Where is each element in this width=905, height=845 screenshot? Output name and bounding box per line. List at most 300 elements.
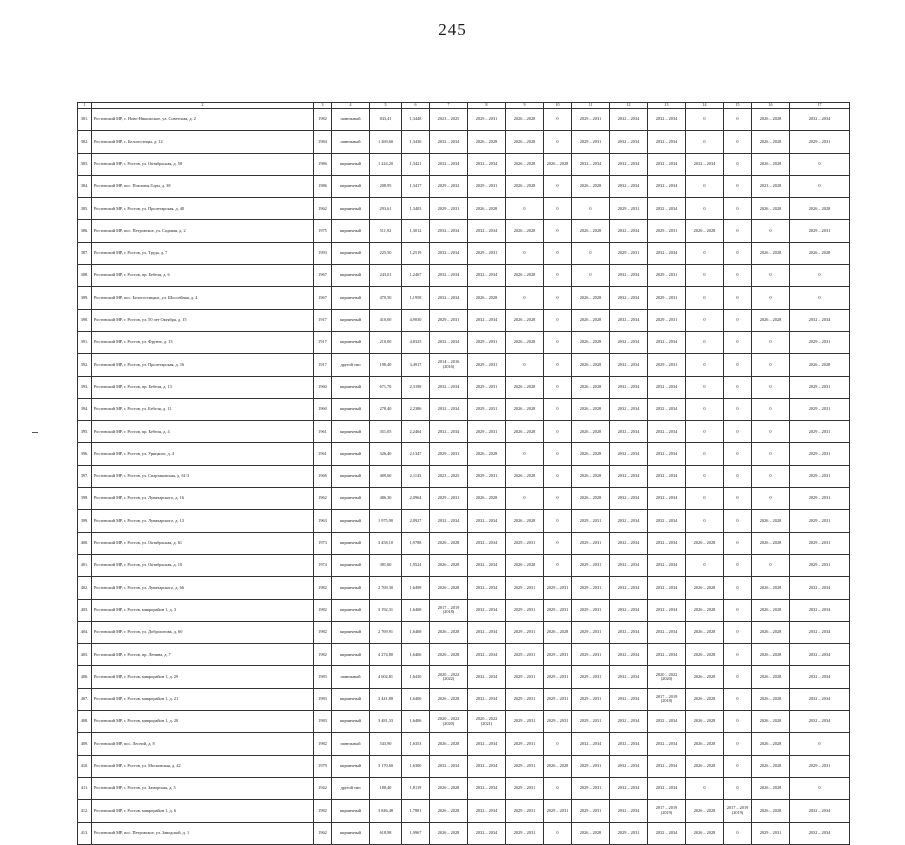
- row-number: 390.: [78, 309, 92, 331]
- table-cell: кирпичный: [332, 242, 370, 264]
- table-row: [78, 309, 850, 331]
- table-cell: 0: [790, 777, 850, 799]
- table-cell: 1,9967: [402, 822, 430, 844]
- row-number: 387.: [78, 242, 92, 264]
- table-cell: 2032 – 2034: [648, 711, 686, 733]
- table-cell: 1967: [314, 265, 332, 287]
- row-number: 404.: [78, 621, 92, 643]
- table-cell: 3 441,88: [370, 688, 402, 710]
- table-cell: 0: [544, 131, 572, 153]
- table-cell: 0: [724, 287, 752, 309]
- table-cell: 2026 – 2028: [572, 465, 610, 487]
- table-cell: 1,3012: [402, 220, 430, 242]
- table-cell: 2032 – 2034: [648, 599, 686, 621]
- table-cell: 2,3198: [402, 376, 430, 398]
- table-cell: 3,4917: [402, 354, 430, 376]
- table-cell: 2029 – 2031: [572, 644, 610, 666]
- table-cell: 2029 – 2031: [790, 488, 850, 510]
- table-cell: 2026 – 2028: [506, 398, 544, 420]
- table-cell: 0: [724, 175, 752, 197]
- table-cell: 0: [790, 175, 850, 197]
- table-cell: кирпичный: [332, 153, 370, 175]
- table-cell: 0: [544, 354, 572, 376]
- table-cell: 0: [544, 376, 572, 398]
- table-cell: 225,50: [370, 242, 402, 264]
- table-cell: кирпичный: [332, 755, 370, 777]
- table-cell: 4,8325: [402, 331, 430, 353]
- table-cell: кирпичный: [332, 465, 370, 487]
- column-header: 2: [92, 103, 314, 109]
- table-cell: 3 481,33: [370, 711, 402, 733]
- table-cell: 2020 – 2022 (2022): [430, 666, 468, 688]
- column-header: 6: [402, 103, 430, 109]
- table-cell: 0: [686, 465, 724, 487]
- table-cell: 1,6430: [402, 666, 430, 688]
- table-cell: 2026 – 2028: [430, 532, 468, 554]
- table-cell: 2032 – 2034: [468, 644, 506, 666]
- table-cell: 2029 – 2031: [572, 666, 610, 688]
- row-number: 402.: [78, 577, 92, 599]
- table-cell: 0: [724, 599, 752, 621]
- table-cell: 0: [724, 644, 752, 666]
- address-cell: Ростовский МР, г. Ростов, ул. Пролетарская, д. 40: [92, 198, 314, 220]
- column-header: 10: [544, 103, 572, 109]
- table-cell: 2032 – 2034: [610, 532, 648, 554]
- table-cell: 1917: [314, 354, 332, 376]
- table-cell: 2032 – 2034: [468, 688, 506, 710]
- table-cell: 0: [724, 242, 752, 264]
- table-cell: 2032 – 2034: [686, 153, 724, 175]
- table-cell: 2032 – 2034: [648, 488, 686, 510]
- table-cell: 2032 – 2034: [468, 800, 506, 822]
- table-cell: 2029 – 2031: [572, 131, 610, 153]
- table-cell: 2032 – 2034: [610, 398, 648, 420]
- table-cell: 1,3421: [402, 153, 430, 175]
- table-cell: 2032 – 2034: [430, 131, 468, 153]
- table-cell: 2026 – 2028: [468, 131, 506, 153]
- table-cell: 2032 – 2034: [468, 532, 506, 554]
- table-cell: кирпичный: [332, 331, 370, 353]
- table-cell: 2026 – 2028: [686, 711, 724, 733]
- table-row: [78, 577, 850, 599]
- address-cell: Ростовский МР, г. Ростов, ул. Бебеля, д. 11: [92, 398, 314, 420]
- table-cell: 0: [752, 265, 790, 287]
- column-header: 8: [468, 103, 506, 109]
- table-cell: 2026 – 2028: [752, 800, 790, 822]
- table-cell: 2026 – 2028: [686, 800, 724, 822]
- table-cell: 2032 – 2034: [610, 287, 648, 309]
- row-number: 396.: [78, 443, 92, 465]
- table-cell: 0: [544, 421, 572, 443]
- column-header: 5: [370, 103, 402, 109]
- margin-mark: [32, 432, 38, 433]
- table-cell: 1986: [314, 175, 332, 197]
- table-cell: 0: [724, 109, 752, 131]
- table-cell: кирпичный: [332, 287, 370, 309]
- table-cell: 0: [724, 153, 752, 175]
- table-cell: 2026 – 2028: [506, 220, 544, 242]
- table-cell: кирпичный: [332, 488, 370, 510]
- table-row: [78, 131, 850, 153]
- table-cell: 1 269,60: [370, 131, 402, 153]
- table-cell: 2032 – 2034: [468, 220, 506, 242]
- table-cell: 2026 – 2028: [430, 577, 468, 599]
- table-cell: 2029 – 2031: [544, 644, 572, 666]
- table-cell: 0: [686, 488, 724, 510]
- row-number: 398.: [78, 488, 92, 510]
- table-cell: 2032 – 2034: [468, 309, 506, 331]
- table-cell: 2032 – 2034: [572, 153, 610, 175]
- page-number: 245: [438, 20, 467, 39]
- table-cell: 2032 – 2034: [610, 265, 648, 287]
- table-cell: 2029 – 2031: [506, 666, 544, 688]
- table-cell: 2026 – 2028: [572, 376, 610, 398]
- table-cell: 1983: [314, 666, 332, 688]
- table-row: [78, 465, 850, 487]
- address-cell: Ростовский МР, г. Ростов, микрорайон 1, д. 6: [92, 800, 314, 822]
- table-cell: 2026 – 2028: [752, 711, 790, 733]
- table-row: [78, 421, 850, 443]
- table-cell: 2032 – 2034: [468, 733, 506, 755]
- table-cell: 0: [724, 510, 752, 532]
- table-cell: 0: [686, 287, 724, 309]
- table-cell: 2032 – 2034: [790, 666, 850, 688]
- table-cell: 2032 – 2034: [610, 599, 648, 621]
- table-cell: 2026 – 2028: [430, 554, 468, 576]
- table-cell: 2023 – 2028: [752, 175, 790, 197]
- table-cell: 2026 – 2028: [752, 242, 790, 264]
- table-cell: 2032 – 2034: [430, 220, 468, 242]
- table-cell: 0: [724, 220, 752, 242]
- table-cell: 243,01: [370, 265, 402, 287]
- table-cell: 0: [724, 465, 752, 487]
- column-header: 13: [648, 103, 686, 109]
- column-header: 15: [724, 103, 752, 109]
- table-cell: 2029 – 2031: [468, 109, 506, 131]
- table-cell: 2026 – 2028: [572, 443, 610, 465]
- table-cell: 2026 – 2028: [752, 532, 790, 554]
- table-cell: 2032 – 2034: [610, 465, 648, 487]
- table-cell: 2032 – 2034: [610, 621, 648, 643]
- table-cell: 2026 – 2028: [544, 621, 572, 643]
- table-cell: 2029 – 2031: [790, 398, 850, 420]
- table-cell: 2029 – 2031: [544, 688, 572, 710]
- row-number: 407.: [78, 688, 92, 710]
- table-cell: 2026 – 2028: [506, 265, 544, 287]
- table-cell: 2026 – 2028: [686, 644, 724, 666]
- table-cell: 2032 – 2034: [468, 822, 506, 844]
- address-cell: Ростовский МР, г. Ростов, пр. Ленина, д. 7: [92, 644, 314, 666]
- table-cell: 2026 – 2028: [430, 800, 468, 822]
- table-cell: 0: [752, 398, 790, 420]
- table-cell: 2029 – 2031: [468, 331, 506, 353]
- table-cell: 0: [724, 398, 752, 420]
- table-cell: 2026 – 2028: [686, 666, 724, 688]
- table-cell: 326,40: [370, 443, 402, 465]
- table-cell: 2029 – 2031: [648, 287, 686, 309]
- table-cell: 351,05: [370, 421, 402, 443]
- table-cell: 2,1143: [402, 465, 430, 487]
- table-cell: кирпичный: [332, 577, 370, 599]
- table-cell: 0: [544, 175, 572, 197]
- table-cell: 2032 – 2034: [648, 510, 686, 532]
- table-cell: 381,60: [370, 554, 402, 576]
- table-cell: кирпичный: [332, 822, 370, 844]
- table-cell: 0: [544, 443, 572, 465]
- table-cell: панельный: [332, 666, 370, 688]
- table-cell: 1967: [314, 287, 332, 309]
- table-cell: 2032 – 2034: [610, 443, 648, 465]
- table-cell: 1983: [314, 688, 332, 710]
- table-cell: 2032 – 2034: [610, 354, 648, 376]
- table-cell: 0: [724, 621, 752, 643]
- table-cell: 2032 – 2034: [648, 443, 686, 465]
- table-cell: 2032 – 2034: [790, 577, 850, 599]
- column-header: 3: [314, 103, 332, 109]
- row-number: 413.: [78, 822, 92, 844]
- table-row: [78, 554, 850, 576]
- table-cell: 0: [544, 398, 572, 420]
- table-cell: 843,41: [370, 109, 402, 131]
- table-cell: 1917: [314, 331, 332, 353]
- table-cell: 2032 – 2034: [648, 822, 686, 844]
- table-cell: 2026 – 2028: [468, 443, 506, 465]
- table-cell: 0: [544, 488, 572, 510]
- table-cell: 1982: [314, 577, 332, 599]
- table-cell: 2032 – 2034: [610, 688, 648, 710]
- table-cell: 2026 – 2028: [686, 733, 724, 755]
- table-cell: 0: [686, 265, 724, 287]
- table-row: [78, 800, 850, 822]
- housing-repair-schedule-table: [77, 102, 850, 845]
- table-cell: 2029 – 2031: [430, 443, 468, 465]
- table-cell: 2032 – 2034: [430, 265, 468, 287]
- table-cell: 2026 – 2028: [752, 198, 790, 220]
- table-cell: 2029 – 2031: [572, 800, 610, 822]
- table-cell: 2026 – 2028: [468, 287, 506, 309]
- table-cell: 1984: [314, 131, 332, 153]
- table-cell: 2032 – 2034: [648, 733, 686, 755]
- table-row: [78, 398, 850, 420]
- table-cell: 0: [724, 532, 752, 554]
- table-cell: 2032 – 2034: [790, 711, 850, 733]
- table-cell: 2029 – 2031: [506, 621, 544, 643]
- table-cell: 2026 – 2028: [506, 309, 544, 331]
- table-row: [78, 599, 850, 621]
- table-cell: 2032 – 2034: [610, 309, 648, 331]
- table-cell: 0: [506, 242, 544, 264]
- table-cell: 2026 – 2028: [686, 599, 724, 621]
- table-cell: 2032 – 2034: [648, 644, 686, 666]
- table-cell: 2032 – 2034: [648, 175, 686, 197]
- table-cell: 0: [544, 822, 572, 844]
- table-cell: 2026 – 2028: [572, 421, 610, 443]
- table-row: [78, 153, 850, 175]
- table-cell: 1,1958: [402, 287, 430, 309]
- table-cell: 2026 – 2028: [468, 488, 506, 510]
- table-cell: 0: [686, 376, 724, 398]
- table-cell: кирпичный: [332, 443, 370, 465]
- table-cell: 2026 – 2028: [506, 153, 544, 175]
- row-number: 391.: [78, 331, 92, 353]
- table-cell: 0: [724, 309, 752, 331]
- table-cell: кирпичный: [332, 599, 370, 621]
- table-cell: 2023 – 2025: [430, 109, 468, 131]
- table-cell: 0: [686, 309, 724, 331]
- table-cell: 0: [686, 554, 724, 576]
- table-cell: другой тип: [332, 777, 370, 799]
- table-cell: 1942: [314, 777, 332, 799]
- table-cell: 2032 – 2034: [430, 153, 468, 175]
- row-number: 382.: [78, 131, 92, 153]
- table-cell: 0: [544, 465, 572, 487]
- table-cell: 0: [752, 331, 790, 353]
- table-cell: 511,92: [370, 220, 402, 242]
- table-cell: 2032 – 2034: [648, 577, 686, 599]
- table-cell: 2020 – 2022 (2021): [468, 711, 506, 733]
- table-cell: 1,3403: [402, 198, 430, 220]
- table-cell: 2029 – 2031: [790, 465, 850, 487]
- table-cell: 0: [686, 777, 724, 799]
- table-cell: 2032 – 2034: [468, 777, 506, 799]
- table-cell: 2026 – 2028: [686, 621, 724, 643]
- row-number: 410.: [78, 755, 92, 777]
- table-cell: 2 769,91: [370, 621, 402, 643]
- table-cell: 2032 – 2034: [610, 220, 648, 242]
- table-cell: 1,6498: [402, 577, 430, 599]
- table-cell: 2023 – 2025: [430, 465, 468, 487]
- row-number: 383.: [78, 153, 92, 175]
- table-cell: 2026 – 2028: [752, 577, 790, 599]
- table-cell: 0: [506, 198, 544, 220]
- table-cell: 2032 – 2034: [430, 287, 468, 309]
- row-number: 384.: [78, 175, 92, 197]
- table-cell: 2029 – 2031: [790, 443, 850, 465]
- address-cell: Ростовский МР, г. Ростов, микрорайон 1, д. 20: [92, 711, 314, 733]
- table-cell: 2029 – 2031: [506, 599, 544, 621]
- table-cell: 2032 – 2034: [790, 688, 850, 710]
- table-cell: 2032 – 2034: [648, 621, 686, 643]
- table-cell: 2029 – 2031: [430, 198, 468, 220]
- row-number: 381.: [78, 109, 92, 131]
- table-cell: 0: [752, 465, 790, 487]
- table-cell: 2029 – 2031: [506, 822, 544, 844]
- table-cell: 2032 – 2034: [430, 510, 468, 532]
- table-cell: 2029 – 2031: [610, 198, 648, 220]
- table-cell: 2032 – 2034: [468, 510, 506, 532]
- table-cell: 2026 – 2028: [752, 621, 790, 643]
- address-cell: Ростовский МР, г. Ростов, ул. Доброхотова, д. 60: [92, 621, 314, 643]
- table-cell: 2026 – 2028: [572, 175, 610, 197]
- table-cell: 0: [724, 376, 752, 398]
- table-cell: 410,00: [370, 309, 402, 331]
- table-cell: 3 192,31: [370, 599, 402, 621]
- table-cell: 2026 – 2028: [790, 198, 850, 220]
- table-cell: 2029 – 2031: [790, 532, 850, 554]
- table-cell: 2026 – 2028: [752, 733, 790, 755]
- table-cell: 1,3417: [402, 175, 430, 197]
- table-cell: 1,6406: [402, 711, 430, 733]
- table-row: [78, 109, 850, 131]
- table-cell: 2026 – 2028: [430, 688, 468, 710]
- table-cell: 1,9788: [402, 532, 430, 554]
- table-cell: 2026 – 2028: [506, 510, 544, 532]
- table-cell: 2026 – 2028: [506, 421, 544, 443]
- table-cell: 409,60: [370, 465, 402, 487]
- table-cell: 2029 – 2031: [572, 532, 610, 554]
- table-cell: 2032 – 2034: [610, 153, 648, 175]
- table-cell: 2032 – 2034: [790, 800, 850, 822]
- table-cell: кирпичный: [332, 265, 370, 287]
- table-cell: 2029 – 2031: [572, 577, 610, 599]
- table-cell: 1982: [314, 621, 332, 643]
- table-cell: 2032 – 2034: [790, 621, 850, 643]
- table-cell: 0: [724, 755, 752, 777]
- table-cell: 2029 – 2031: [506, 755, 544, 777]
- table-cell: 2032 – 2034: [468, 265, 506, 287]
- table-cell: 1,6468: [402, 621, 430, 643]
- table-cell: 1,6300: [402, 755, 430, 777]
- table-cell: 0: [724, 554, 752, 576]
- table-cell: 0: [544, 733, 572, 755]
- table-cell: 1982: [314, 599, 332, 621]
- table-cell: кирпичный: [332, 510, 370, 532]
- row-number: 406.: [78, 666, 92, 688]
- table-cell: 2032 – 2034: [610, 777, 648, 799]
- table-cell: 0: [544, 554, 572, 576]
- table-cell: 2029 – 2031: [790, 131, 850, 153]
- table-cell: 210,00: [370, 331, 402, 353]
- table-cell: кирпичный: [332, 688, 370, 710]
- table-cell: 2032 – 2034: [468, 755, 506, 777]
- table-cell: 2026 – 2028: [506, 175, 544, 197]
- table-cell: 0: [752, 376, 790, 398]
- address-cell: Ростовский МР, г. Ростов, ул. Октябрьская, д. 10: [92, 554, 314, 576]
- table-cell: 2029 – 2031: [572, 621, 610, 643]
- table-cell: 2032 – 2034: [790, 822, 850, 844]
- table-cell: 2 769,30: [370, 577, 402, 599]
- table-cell: 1966: [314, 465, 332, 487]
- table-cell: 1960: [314, 376, 332, 398]
- row-number: 389.: [78, 287, 92, 309]
- row-number: 385.: [78, 198, 92, 220]
- table-cell: 1,8119: [402, 777, 430, 799]
- table-cell: 2032 – 2034: [468, 621, 506, 643]
- table-cell: 2029 – 2031: [506, 577, 544, 599]
- table-cell: 4 602,81: [370, 666, 402, 688]
- table-cell: 2,2386: [402, 398, 430, 420]
- table-cell: 2020 – 2022 (2020): [648, 666, 686, 688]
- table-cell: 1 975,90: [370, 510, 402, 532]
- table-cell: 2026 – 2028: [430, 644, 468, 666]
- table-cell: 2029 – 2031: [790, 376, 850, 398]
- table-cell: 2029 – 2031: [752, 822, 790, 844]
- table-cell: 1960: [314, 398, 332, 420]
- table-row: [78, 777, 850, 799]
- table-cell: 2026 – 2028: [752, 644, 790, 666]
- table-cell: 2029 – 2031: [468, 242, 506, 264]
- table-cell: панельный: [332, 733, 370, 755]
- table-cell: 2026 – 2028: [506, 465, 544, 487]
- row-number: 409.: [78, 733, 92, 755]
- row-number: 400.: [78, 532, 92, 554]
- address-cell: Ростовский МР, г. Ростов, ул. Фрунзе, д. 13: [92, 331, 314, 353]
- table-cell: 1,6468: [402, 599, 430, 621]
- table-cell: 2020 – 2022 (2020): [430, 711, 468, 733]
- table-cell: 2029 – 2031: [468, 421, 506, 443]
- table-cell: 2032 – 2034: [790, 599, 850, 621]
- table-cell: 2032 – 2034: [468, 554, 506, 576]
